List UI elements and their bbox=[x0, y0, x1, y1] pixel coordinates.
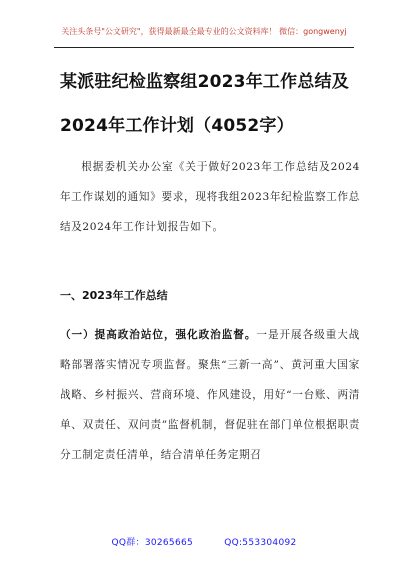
footer-contact bbox=[0, 535, 408, 548]
footer-qq-group: QQ群：30265665 bbox=[111, 538, 194, 548]
header-divider bbox=[54, 47, 354, 48]
document-title: 某派驻纪检监察组2023年工作总结及2024年工作计划（4052字） bbox=[60, 72, 349, 136]
section-heading: 一、2023年工作总结 bbox=[60, 289, 168, 302]
paragraph-lead: （一）提高政治站位，强化政治监督。 bbox=[60, 329, 257, 341]
paragraph-1 bbox=[60, 320, 360, 470]
intro-paragraph: 根据委机关办公室《关于做好2023年工作总结及2024年工作谋划的通知》要求，现将我组2023年纪检监察工作总结及2024年工作计划报告如下。 bbox=[60, 161, 360, 233]
header-note: 关注头条号"公文研究"，获得最新最全最专业的公文资料库！ 微信：gongwenyj bbox=[61, 27, 347, 36]
paragraph-text: 一是开展各级重大战略部署落实情况专项监督。聚焦“三新一高”、黄河重大国家战略、乡村振兴、营商环境、作风建设，用好“一台账、两清单、双责任、双问责”监督机制，督促驻在部门单位根据职责分工制定责任清单，结合清单任务定期召 bbox=[60, 329, 360, 461]
footer-qq: QQ:553304092 bbox=[224, 538, 297, 548]
